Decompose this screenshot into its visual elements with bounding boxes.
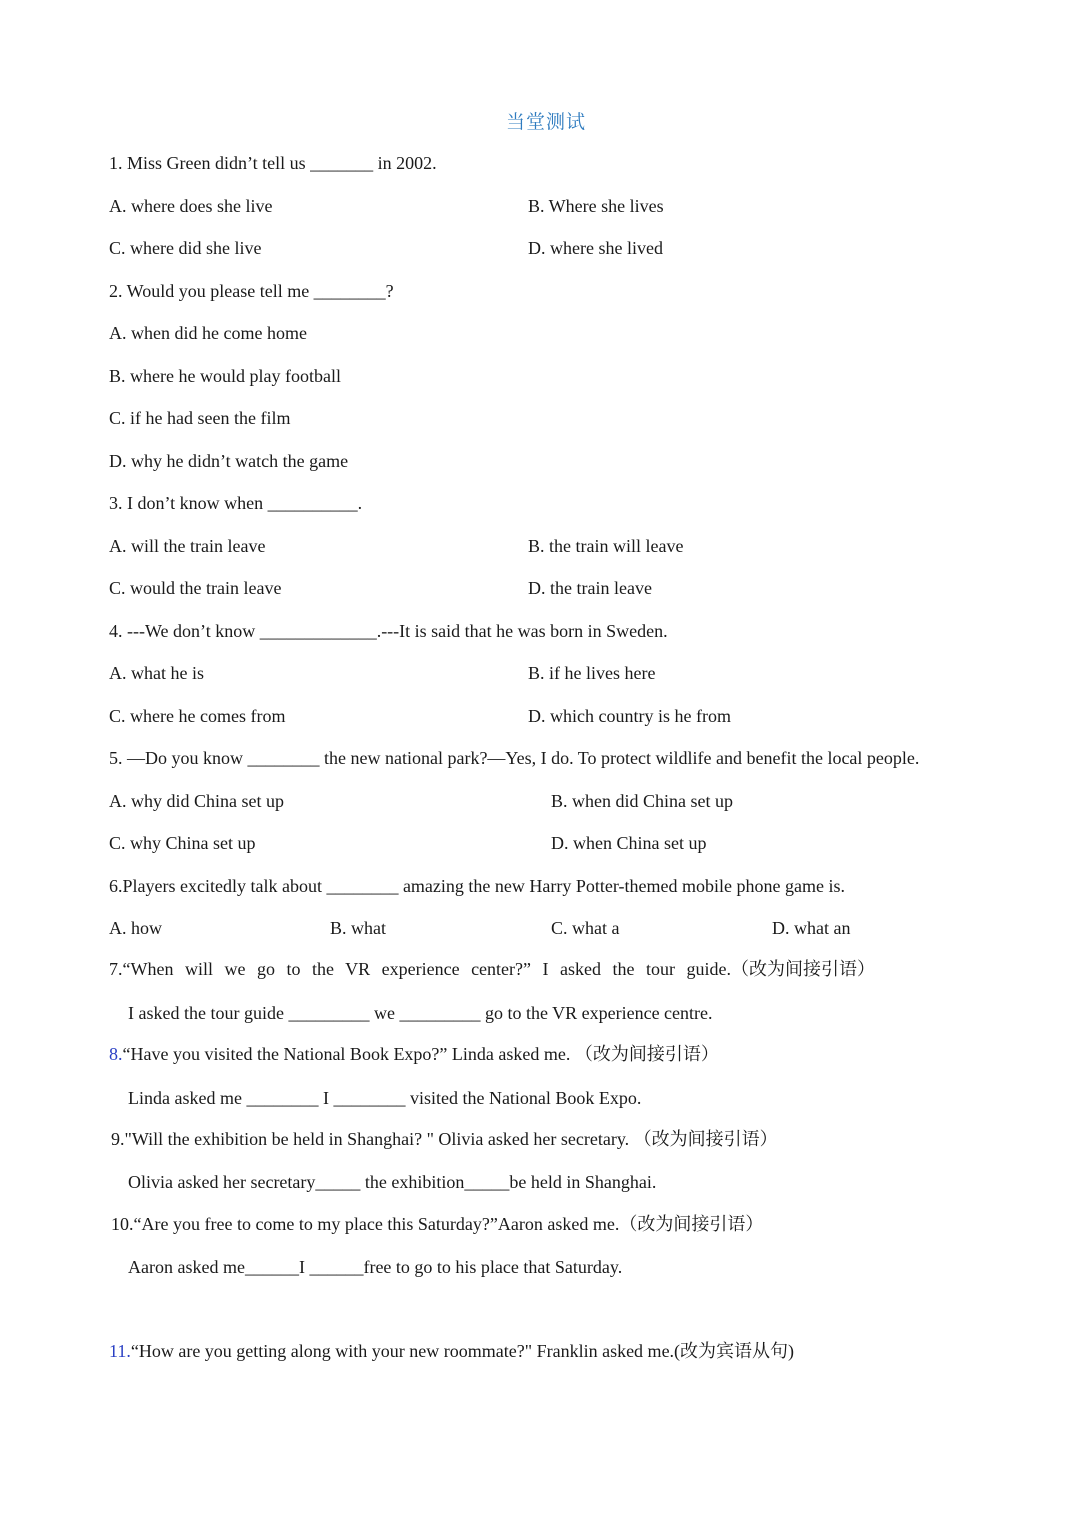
question-3-stem: 3. I don’t know when __________. bbox=[109, 493, 363, 513]
question-6-stem: 6.Players excitedly talk about ________ amazing the new Harry Potter-themed mobile phone game is. bbox=[109, 876, 845, 896]
question-3-option-a: A. will the train leave bbox=[109, 536, 266, 556]
question-9-stem: 9."Will the exhibition be held in Shanghai? " Olivia asked her secretary. （改为间接引语） bbox=[111, 1129, 778, 1149]
question-1-option-a: A. where does she live bbox=[109, 196, 273, 216]
question-6-option-b: B. what bbox=[330, 918, 386, 938]
question-6-option-c: C. what a bbox=[551, 918, 620, 938]
question-4-stem: 4. ---We don’t know _____________.---It is said that he was born in Sweden. bbox=[109, 621, 668, 641]
question-9-answer-line: Olivia asked her secretary_____ the exhibition_____be held in Shanghai. bbox=[128, 1172, 657, 1192]
question-10-answer-line: Aaron asked me______I ______free to go to his place that Saturday. bbox=[128, 1257, 623, 1277]
question-1-stem: 1. Miss Green didn’t tell us _______ in 2002. bbox=[109, 153, 437, 173]
question-6-option-d: D. what an bbox=[772, 918, 851, 938]
question-7-answer-line: I asked the tour guide _________ we _________ go to the VR experience centre. bbox=[128, 1003, 713, 1023]
page-title: 当堂测试 bbox=[505, 112, 586, 133]
question-4-option-b: B. if he lives here bbox=[528, 663, 656, 683]
question-3-option-c: C. would the train leave bbox=[109, 578, 282, 598]
question-4-option-c: C. where he comes from bbox=[109, 706, 286, 726]
question-3-option-b: B. the train will leave bbox=[528, 536, 684, 556]
question-2-option-c: C. if he had seen the film bbox=[109, 408, 291, 428]
question-1-option-c: C. where did she live bbox=[109, 238, 262, 258]
question-7-stem: 7.“When will we go to the VR experience center?” I asked the tour guide.（改为间接引语） bbox=[109, 959, 875, 979]
question-11-text: “How are you getting along with your new roommate?" Franklin asked me.(改为宾语从句) bbox=[130, 1341, 795, 1361]
question-2-stem: 2. Would you please tell me ________? bbox=[109, 281, 394, 301]
question-5-option-a: A. why did China set up bbox=[109, 791, 284, 811]
question-11-number: 11. bbox=[109, 1341, 131, 1361]
question-11-stem bbox=[109, 1339, 794, 1363]
question-5-option-d: D. when China set up bbox=[551, 833, 707, 853]
question-5-option-b: B. when did China set up bbox=[551, 791, 733, 811]
question-4-option-a: A. what he is bbox=[109, 663, 204, 683]
question-2-option-b: B. where he would play football bbox=[109, 366, 341, 386]
question-2-option-a: A. when did he come home bbox=[109, 323, 307, 343]
question-8-number: 8. bbox=[109, 1044, 123, 1064]
question-6-option-a: A. how bbox=[109, 918, 162, 938]
question-1-option-d: D. where she lived bbox=[528, 238, 663, 258]
question-2-option-d: D. why he didn’t watch the game bbox=[109, 451, 349, 471]
question-10-stem: 10.“Are you free to come to my place this Saturday?”Aaron asked me.（改为间接引语） bbox=[111, 1214, 764, 1234]
question-8-answer-line: Linda asked me ________ I ________ visited the National Book Expo. bbox=[128, 1088, 642, 1108]
question-8-text: “Have you visited the National Book Expo?” Linda asked me. （改为间接引语） bbox=[122, 1044, 719, 1064]
question-5-option-c: C. why China set up bbox=[109, 833, 256, 853]
question-4-option-d: D. which country is he from bbox=[528, 706, 731, 726]
question-3-option-d: D. the train leave bbox=[528, 578, 652, 598]
question-8-stem bbox=[109, 1042, 719, 1066]
question-1-option-b: B. Where she lives bbox=[528, 196, 664, 216]
question-5-stem: 5. —Do you know ________ the new national park?—Yes, I do. To protect wildlife and benefit the local people. bbox=[109, 748, 920, 768]
